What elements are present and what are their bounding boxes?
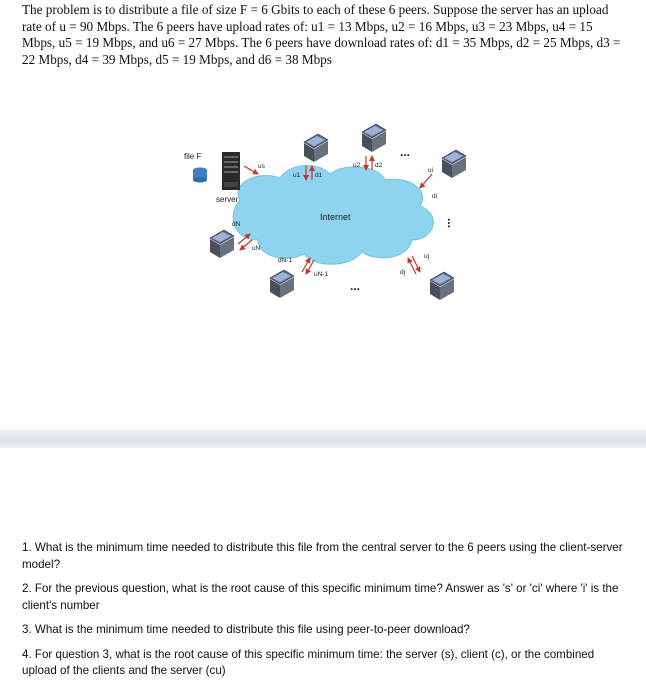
file-label: file F (184, 152, 202, 161)
questions-list (22, 540, 627, 688)
d1-label: d1 (315, 172, 323, 179)
question-1: 1. What is the minimum time needed to distribute this file from the central server to the 6 peers using the client-server model? (22, 541, 623, 571)
right-ellipsis: ... (445, 218, 459, 229)
top-ellipsis: ... (400, 145, 411, 159)
client-2-icon (362, 124, 386, 152)
server-icon (222, 152, 240, 190)
question-4: 4. For question 3, what is the root cause of this specific minimum time: the server (s), client (c), or the combined upload of the clients and the server (cu) (22, 647, 595, 677)
file-icon (193, 168, 207, 183)
uj-label: uj (424, 253, 430, 260)
uN-1-label: uN-1 (314, 271, 329, 278)
bottom-ellipsis: ... (350, 279, 361, 293)
u1-label: u1 (293, 172, 301, 179)
question-2: 2. For the previous question, what is the root cause of this specific minimum time? Answer as 's' or 'ci' where 'i' is the client's number (22, 582, 619, 612)
uN-label: uN (252, 245, 261, 252)
cloud-label: Internet (320, 212, 351, 222)
p2p-network-diagram (180, 122, 480, 312)
client-j-icon (430, 272, 454, 300)
client-N-minus-1-icon (270, 270, 294, 298)
section-divider (0, 430, 646, 448)
dj-label: dj (400, 269, 406, 276)
us-label: us (258, 163, 265, 170)
question-3: 3. What is the minimum time needed to distribute this file using peer-to-peer download? (22, 623, 470, 636)
d2-label: d2 (375, 162, 383, 169)
client-N-icon (210, 230, 234, 258)
server-label: server (216, 195, 239, 204)
client-1-icon (304, 134, 328, 162)
di-label: di (432, 193, 438, 200)
dN-1-label: dN-1 (278, 257, 293, 264)
client-i-icon (442, 150, 466, 178)
problem-statement: The problem is to distribute a file of size F = 6 Gbits to each of these 6 peers. Suppose the server has an upload rate of u = 90 Mbps. The 6 peers have upload rates of: u1 = 13 Mbps, u2 = 16 Mbps, u3 = 23 Mbps, u4 = 15 Mbps, u5 = 19 Mbps, and u6 = 27 Mbps. The 6 peers have download rates of: d1 = 35 Mbps, d2 = 25 Mbps, d3 = 22 Mbps, d4 = 39 Mbps, d5 = 19 Mbps, and d6 = 38 Mbps (22, 2, 621, 67)
dN-label: dN (232, 221, 241, 228)
ui-label: ui (428, 167, 434, 174)
u2-label: u2 (353, 162, 361, 169)
